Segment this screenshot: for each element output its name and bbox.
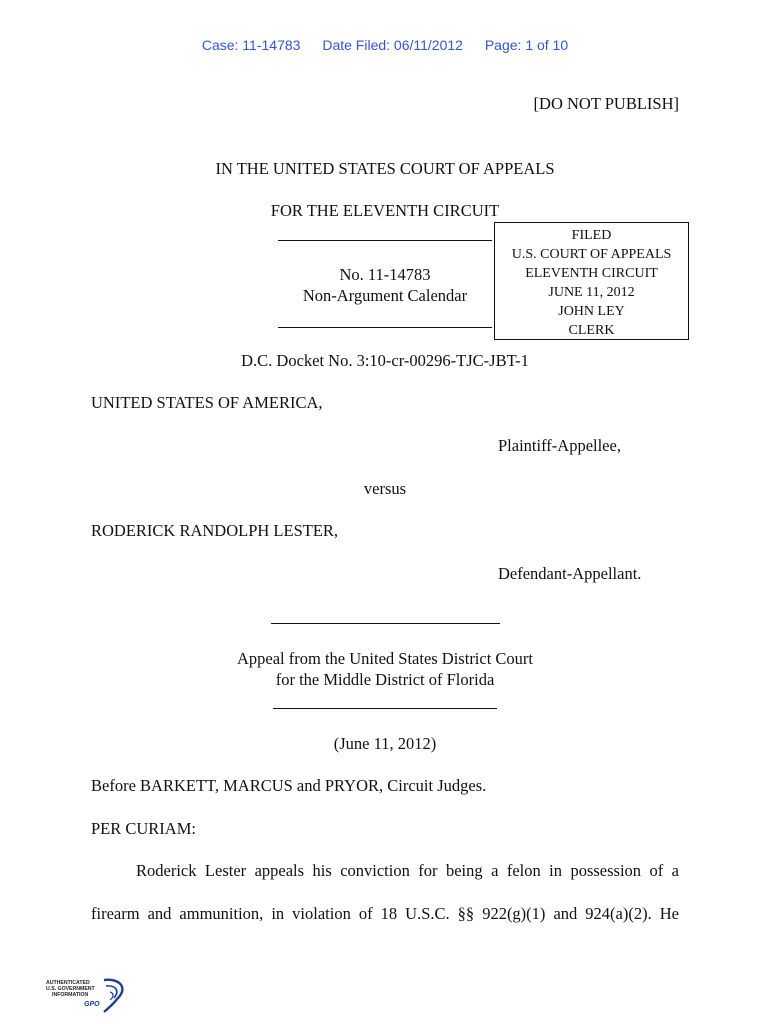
logo-text: U.S. GOVERNMENT xyxy=(46,986,95,992)
panel-judges: Before BARKETT, MARCUS and PRYOR, Circuit Judges. xyxy=(91,776,487,795)
document-header xyxy=(0,37,770,53)
case-number-header: Case: 11-14783 xyxy=(201,37,301,53)
filed-stamp-line: JUNE 11, 2012 xyxy=(548,285,635,300)
logo-text: AUTHENTICATED xyxy=(46,980,90,986)
filed-stamp-line: FILED xyxy=(571,228,612,243)
defendant-name: RODERICK RANDOLPH LESTER, xyxy=(91,521,339,540)
per-curiam-heading: PER CURIAM: xyxy=(91,819,196,838)
appeal-source: Appeal from the United States District Court xyxy=(236,649,534,668)
divider xyxy=(273,708,497,709)
filed-stamp-line: ELEVENTH CIRCUIT xyxy=(525,266,658,281)
filed-stamp-line: JOHN LEY xyxy=(558,304,625,319)
filed-stamp xyxy=(494,222,689,340)
eagle-wing-icon xyxy=(110,992,113,1000)
publish-status: [DO NOT PUBLISH] xyxy=(533,94,679,113)
appeal-district: for the Middle District of Florida xyxy=(275,670,495,689)
versus-label: versus xyxy=(363,479,407,498)
divider xyxy=(278,327,492,328)
opinion-text-line: Roderick Lester appeals his conviction for being a felon in possession of a xyxy=(136,861,679,880)
filed-stamp-line: U.S. COURT OF APPEALS xyxy=(511,247,672,262)
page-count-header: Page: 1 of 10 xyxy=(484,37,569,53)
decision-date: (June 11, 2012) xyxy=(333,734,437,753)
case-number: No. 11-14783 xyxy=(339,265,431,284)
circuit-name: FOR THE ELEVENTH CIRCUIT xyxy=(270,201,500,220)
logo-text: GPO xyxy=(84,1001,100,1008)
docket-number: D.C. Docket No. 3:10-cr-00296-TJC-JBT-1 xyxy=(241,351,529,370)
defendant-role: Defendant-Appellant. xyxy=(498,564,642,583)
opinion-text-line: firearm and ammunition, in violation of 18 U.S.C. §§ 922(g)(1) and 924(a)(2). He xyxy=(91,904,679,923)
logo-text: INFORMATION xyxy=(52,992,89,998)
filed-stamp-line: CLERK xyxy=(568,323,615,338)
plaintiff-role: Plaintiff-Appellee, xyxy=(498,436,621,455)
plaintiff-name: UNITED STATES OF AMERICA, xyxy=(91,393,323,412)
divider xyxy=(278,240,492,241)
court-name: IN THE UNITED STATES COURT OF APPEALS xyxy=(215,159,555,178)
date-filed-header: Date Filed: 06/11/2012 xyxy=(322,37,463,53)
calendar-type: Non-Argument Calendar xyxy=(302,286,468,305)
gpo-authentication-logo xyxy=(44,976,128,1016)
divider xyxy=(271,623,500,624)
